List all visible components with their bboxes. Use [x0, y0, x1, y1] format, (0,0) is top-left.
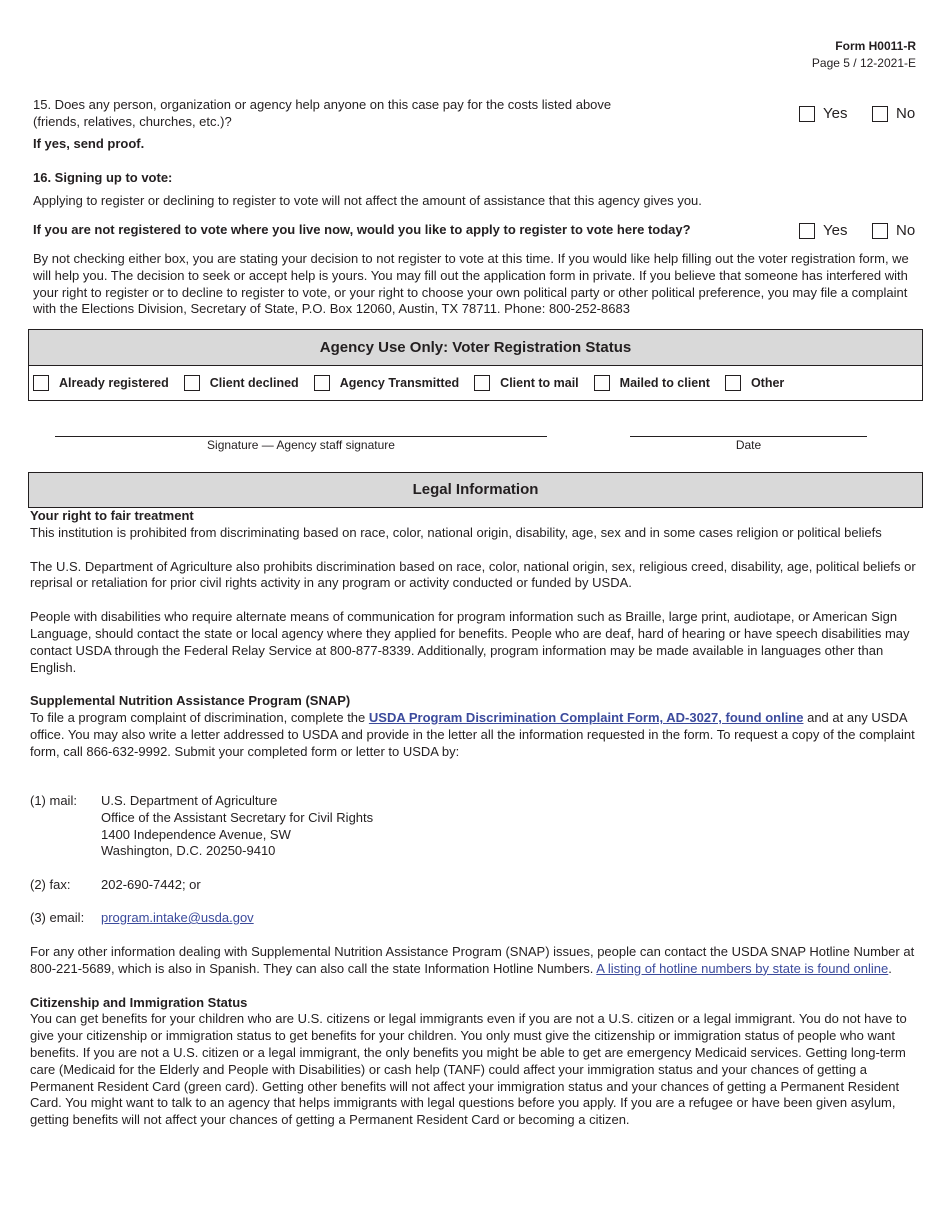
fax-label: (2) fax: — [30, 877, 71, 892]
date-line[interactable] — [630, 436, 867, 437]
snap-intro-pre: To file a program complaint of discrimination, complete the — [30, 710, 369, 726]
hotline-listing-link[interactable]: A listing of hotline numbers by state is found online — [596, 960, 889, 976]
fair-treatment-p1: This institution is prohibited from discriminating based on race, color, national origin, disability, age, sex and in some cases religion or political beliefs — [30, 524, 882, 540]
mailed-to-client-checkbox[interactable] — [594, 375, 610, 391]
legal-section-header: Legal Information — [28, 472, 923, 508]
legal-body-lower — [30, 944, 922, 1129]
agency-option-agency-transmitted[interactable] — [314, 375, 459, 391]
hotline-text: For any other information dealing with Supplemental Nutrition Assistance Program (SNAP) issues, people can contact the USDA SNAP Hotline Number at 800-221-5689, which is also in Spanish. They can also call the state Information Hotline Numbers. — [30, 944, 915, 976]
q16-statement: Applying to register or declining to register to vote will not affect the amount of assistance that this agency gives you. — [33, 193, 702, 208]
other-checkbox[interactable] — [725, 375, 741, 391]
q15-no-option[interactable] — [872, 105, 915, 122]
snap-title: Supplemental Nutrition Assistance Program (SNAP) — [30, 693, 351, 709]
q16-no-checkbox[interactable] — [872, 223, 888, 239]
snap-intro-post: and at any USDA office. You may also write a letter addressed to USDA and provide in the letter all the information requested in the form. To request a copy of the complaint form, call 866-632-9992. Submit your completed form or letter to USDA by: — [30, 710, 915, 759]
already-registered-label: Already registered — [59, 376, 169, 390]
already-registered-checkbox[interactable] — [33, 375, 49, 391]
fair-treatment-p3: People with disabilities who require alternate means of communication for program information such as Braille, large print, audiotape, or American Sign Language, should contact the state or local agency where they applied for benefits. People who are deaf, hard of hearing or have speech disabilities may contact USDA through the Federal Relay Service at 800-877-8339. Additionally, program information may be made available in languages other than English. — [30, 609, 910, 675]
agency-status-options — [28, 366, 923, 401]
q15-no-checkbox[interactable] — [872, 106, 888, 122]
fax-value: 202-690-7442; or — [101, 877, 201, 892]
q16-no-label: No — [896, 222, 916, 239]
q16-question: If you are not registered to vote where you live now, would you like to apply to register to vote here today? — [33, 222, 691, 237]
agency-option-mailed-to-client[interactable] — [594, 375, 710, 391]
client-to-mail-label: Client to mail — [500, 376, 579, 390]
form-id: Form H0011-R — [835, 39, 916, 53]
fair-treatment-title: Your right to fair treatment — [30, 508, 194, 523]
q15-line1: 15. Does any person, organization or agency help anyone on this case pay for the costs listed above — [33, 97, 612, 112]
client-to-mail-checkbox[interactable] — [474, 375, 490, 391]
agency-transmitted-checkbox[interactable] — [314, 375, 330, 391]
q16-yes-label: Yes — [823, 222, 848, 239]
q15-yes-label: Yes — [823, 105, 848, 122]
agency-option-already-registered[interactable] — [33, 375, 169, 391]
q16-title: 16. Signing up to vote: — [33, 170, 173, 185]
page-info: Page 5 / 12-2021-E — [811, 56, 916, 70]
q15-yes-checkbox[interactable] — [799, 106, 815, 122]
staff-signature-line[interactable] — [55, 436, 547, 437]
mailed-to-client-label: Mailed to client — [619, 376, 710, 390]
citizenship-title: Citizenship and Immigration Status — [30, 994, 248, 1010]
q16-yes-option[interactable] — [799, 222, 847, 239]
q16-yes-checkbox[interactable] — [799, 223, 815, 239]
date-label: Date — [735, 438, 762, 452]
staff-signature-label: Signature — Agency staff signature — [207, 438, 395, 452]
agency-option-client-to-mail[interactable] — [474, 375, 578, 391]
q15-yes-option[interactable] — [799, 105, 847, 122]
q15-proof: If yes, send proof. — [33, 136, 145, 151]
email-link[interactable]: program.intake@usda.gov — [101, 910, 254, 925]
q16-notice: By not checking either box, you are stating your decision to not register to vote at this time. If you would like help filling out the voter registration form, we will help you. The decision to seek or accept help is yours. You may fill out the application form in private. If you believe that someone has interfered with your right to register or to decline to register to vote, or your right to choose your own political party or other political preference, you may file a complaint with the Elections Division, Secretary of State, P.O. Box 12060, Austin, TX 78711. Phone: 800-252-8683 — [33, 251, 909, 317]
client-declined-label: Client declined — [209, 376, 299, 390]
fair-treatment-p2: The U.S. Department of Agriculture also prohibits discrimination based on race, color, national origin, sex, religious creed, disability, age, political beliefs or reprisal or retaliation for prior civil rights activity in any program or activity conducted or funded by USDA. — [30, 558, 916, 591]
q15-line2: (friends, relatives, churches, etc.)? — [33, 113, 232, 129]
q15-no-label: No — [896, 105, 916, 122]
mail-line: U.S. Department of Agriculture — [101, 793, 278, 808]
client-declined-checkbox[interactable] — [184, 375, 200, 391]
q15-text — [33, 97, 733, 131]
mail-label: (1) mail: — [30, 793, 77, 808]
agency-transmitted-label: Agency Transmitted — [339, 376, 460, 390]
citizenship-text: You can get benefits for your children who are U.S. citizens or legal immigrants even if you are not a U.S. citizen or a legal immigrant. You do not have to give your citizenship or immigration status to get benefits for your children. You only must give the citizenship or immigration status of people who want benefits. If you are not a U.S. citizen or a legal immigrant, the only benefits you might be able to get are emergency Medicaid services. Getting long-term care (Medicaid for the Elderly and People with Disabilities) or cash help (TANF) could affect your immigration status and your chances of getting a Permanent Resident Card (green card). Getting other benefits will not affect your immigration status and your chances of getting a Permanent Resident Card. You might want to talk to an agency that helps immigrants with legal questions before you apply. If you are a refugee or have been given asylum, getting benefits will not affect your chances of getting a Permanent Resident Card or becoming a citizen. — [30, 1011, 907, 1128]
hotline-post: . — [888, 960, 892, 976]
agency-section-header: Agency Use Only: Voter Registration Status — [28, 329, 923, 366]
agency-option-client-declined[interactable] — [184, 375, 299, 391]
agency-option-other[interactable] — [725, 375, 784, 391]
snap-intro — [30, 710, 922, 760]
mail-line: Office of the Assistant Secretary for Civil Rights — [101, 809, 374, 825]
mail-line: Washington, D.C. 20250-9410 — [101, 843, 276, 859]
email-label: (3) email: — [30, 910, 85, 925]
legal-body — [30, 508, 922, 761]
q16-no-option[interactable] — [872, 222, 915, 239]
mail-line: 1400 Independence Avenue, SW — [101, 826, 291, 842]
submission-methods — [0, 793, 950, 933]
mail-address — [101, 793, 373, 860]
hotline-paragraph — [30, 944, 922, 978]
complaint-form-link[interactable]: USDA Program Discrimination Complaint Form, AD-3027, found online — [368, 710, 804, 726]
other-label: Other — [750, 376, 785, 390]
